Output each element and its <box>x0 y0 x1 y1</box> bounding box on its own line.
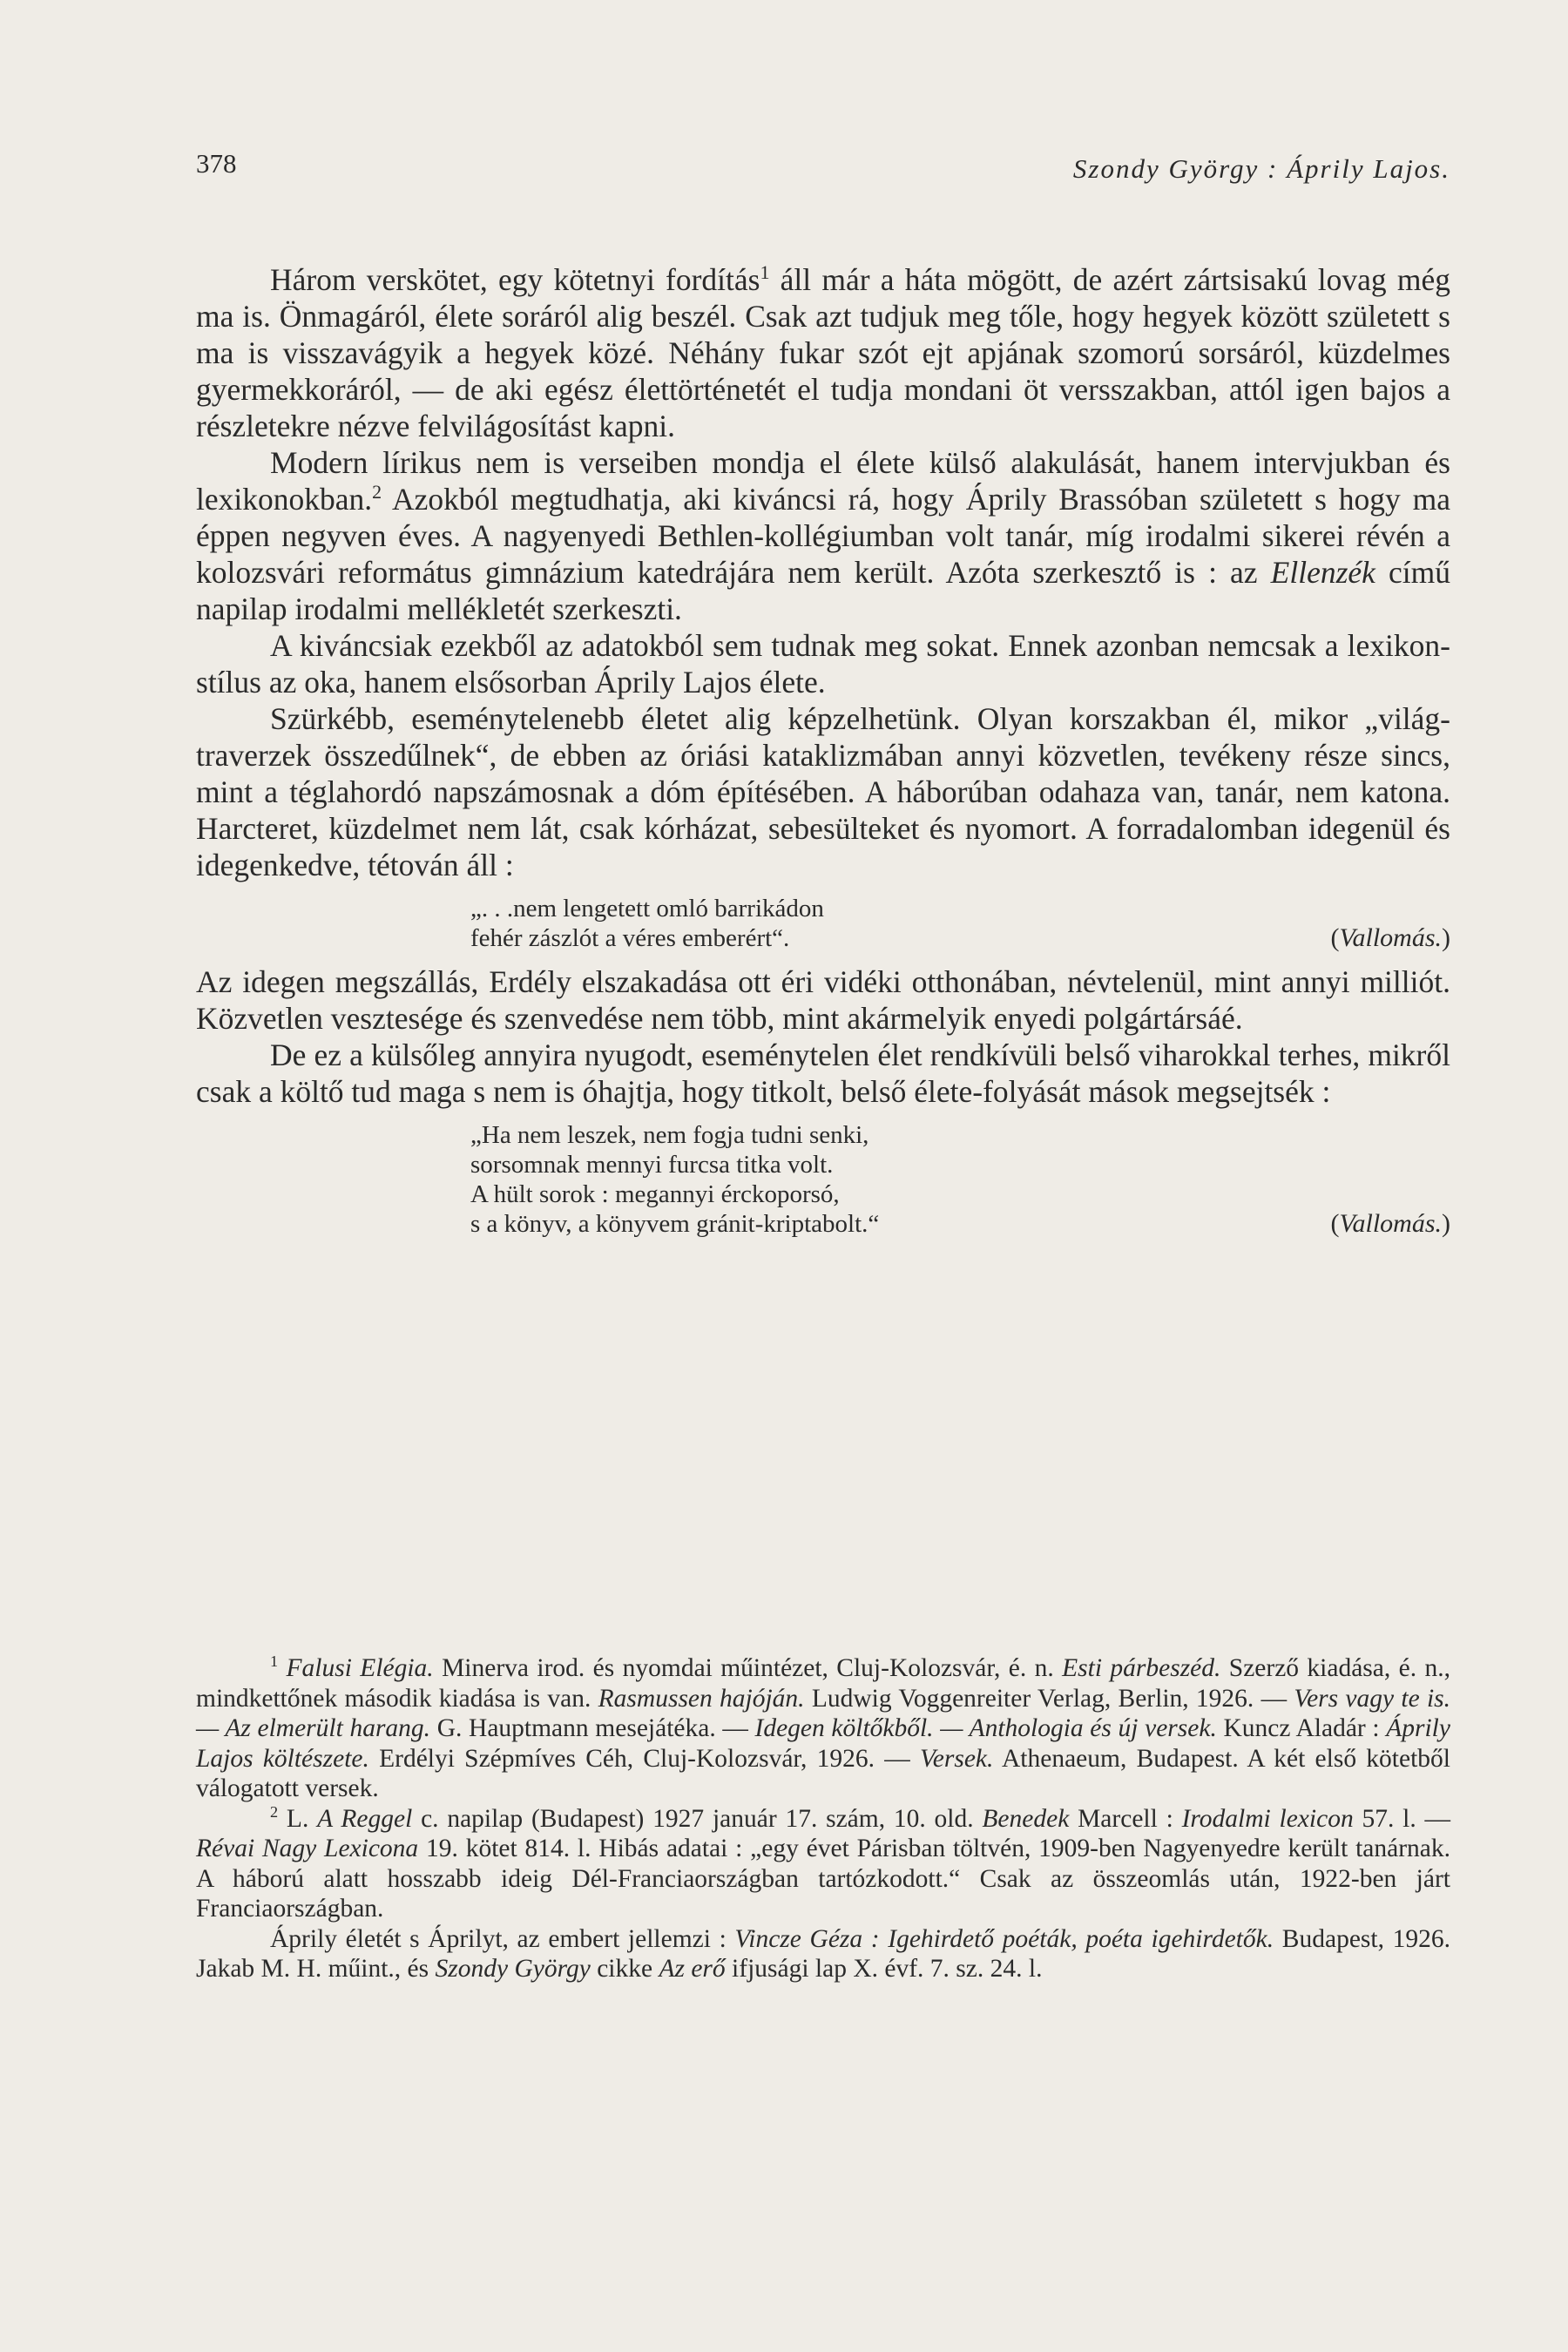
verse-line: „Ha nem leszek, nem fogja tudni senki, <box>470 1121 869 1149</box>
verse-line: A hült sorok : megannyi érckoporsó, <box>470 1180 840 1208</box>
verse-line: sorsomnak mennyi furcsa titka volt. <box>470 1151 834 1179</box>
paragraph: De ez a külsőleg annyira nyugodt, eseménytelen élet rendkívüli belső viharokkal terhes, mikről csak a költő tud maga s nem is óhajtja, hogy titkolt, belső élete-folyását mások megsejtsék : <box>196 1037 1450 1109</box>
running-head: Szondy György : Áprily Lajos. <box>1072 153 1450 184</box>
paragraph: Az idegen megszállás, Erdély elszakadása ott éri vidéki otthonában, névtelenül, mint annyi milliót. Közvetlen vesztesége és szenvedése nem több, mint akármelyik enyedi polgártársáé. <box>196 964 1450 1036</box>
article-body <box>196 261 1450 1249</box>
verse-quote <box>470 1120 1450 1239</box>
footnote-1: $^1$ Falusi Elégia. Minerva irod. és nyomdai műintézet, Cluj-Kolozsvár, é. n. Esti párbeszéd. Szerző kiadása, é. n., mindkettőnek második kiadása is van. Rasmussen hajóján. Ludwig Voggenreiter Verlag, Berlin, 1926. — Vers vagy te is. — Az elmerült harang. G. Hauptmann mesejátéka. — Idegen költőkből. — Anthologia és új versek. Kuncz Aladár : Áprily Lajos költészete. Erdélyi Szépmíves Céh, Cluj-Kolozsvár, 1926. — Versek. Athenaeum, Budapest. A két első kötetből válogatott versek. <box>196 1652 1450 1802</box>
footnote-ref: 1 <box>760 261 770 284</box>
footnote-ref: 2 <box>372 481 382 504</box>
page-number: 378 <box>196 148 237 179</box>
quote-source: (Vallomás.) <box>1330 923 1450 952</box>
verse-line: „. . .nem lengetett omló barrikádon <box>470 895 824 923</box>
paragraph: Három verskötet, egy kötetnyi fordítás$^1$ áll már a háta mögött, de azért zártsisakú lovag még ma is. Önmagáról, élete soráról alig beszél. Csak azt tudjuk meg tőle, hogy hegyek között született s ma is visszavágyik a hegyek közé. Néhány fukar szót ejt apjának szomorú sorsáról, küzdelmes gyermekkoráról, — de aki egész élettörténetét el tudja mondani öt versszakban, attól igen bajos a részletekre nézve felvilágosítást kapni. <box>196 261 1450 443</box>
paragraph: A kiváncsiak ezekből az adatokból sem tudnak meg sokat. Ennek azonban nemcsak a lexikon-stílus az oka, hanem elsősorban Áprily Lajos élete. <box>196 628 1450 700</box>
quote-source: (Vallomás.) <box>1330 1209 1450 1238</box>
paragraph: Modern lírikus nem is verseiben mondja el élete külső alakulását, hanem intervjukban és lexikonokban.$^2$ Azokból megtudhatja, aki kiváncsi rá, hogy Áprily Brassóban született s hogy ma éppen negyven éves. A nagyenyedi Bethlen-kollégiumban volt tanár, míg irodalmi sikerei révén a kolozsvári református gimnázium katedrájára nem került. Azóta szerkesztő is : az Ellenzék című napilap irodalmi mellékletét szerkeszti. <box>196 445 1451 626</box>
page-header <box>196 148 1450 192</box>
footnotes <box>196 1653 1450 1984</box>
paragraph: Szürkébb, eseménytelenebb életet alig képzelhetünk. Olyan korszakban él, mikor „világ-traverzek összedűlnek“, de ebben az óriási kataklizmában annyi közvetlen, tevékeny része sincs, mint a téglahordó napszámosnak a dóm építésében. A háborúban odahaza van, tanár, nem katona. Harcteret, küzdelmet nem lát, csak kórházat, sebesülteket és nyomort. A forradalomban idegenül és idegenkedve, tétován áll : <box>196 701 1450 882</box>
footnote-2: $^2$ L. A Reggel c. napilap (Budapest) 1927 január 17. szám, 10. old. Benedek Marcell : Irodalmi lexicon 57. l. — Révai Nagy Lexicona 19. kötet 814. l. Hibás adatai : „egy évet Párisban töltvén, 1909-ben Nagyenyedre került tanárnak. A háború alatt hosszabb ideig Dél-Franciaországban tartózkodott.“ Csak az összeomlás után, 1922-ben járt Franciaországban. <box>196 1802 1451 1923</box>
verse-line: s a könyv, a könyvem gránit-kriptabolt.“ <box>470 1210 880 1238</box>
footnote-3: Áprily életét s Áprilyt, az embert jellemzi : Vincze Géza : Igehirdető poéták, poéta igehirdetők. Budapest, 1926. Jakab M. H. műint., és Szondy György cikke Az erő ifjusági lap X. évf. 7. sz. 24. l. <box>196 1924 1450 1983</box>
verse-line: fehér zászlót a véres emberért“. <box>470 924 790 952</box>
verse-quote <box>470 894 1450 953</box>
